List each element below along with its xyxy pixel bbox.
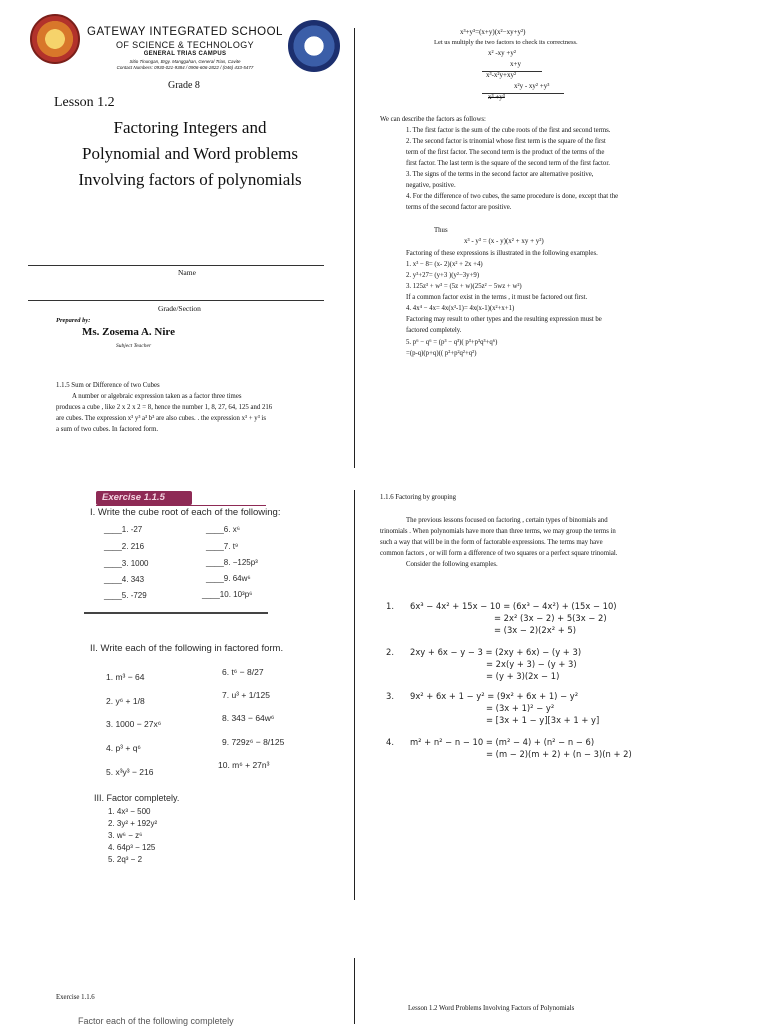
section-115-line-4: a sum of two cubes. In factored form. — [56, 426, 159, 433]
section-line — [28, 300, 324, 301]
grouping-example-2-number: 2. — [386, 647, 394, 657]
grouping-example-3-line-2: = (3x + 1)² − y² — [486, 703, 555, 713]
lesson-12-heading: Lesson 1.2 Word Problems Involving Factors of Polynomials — [408, 1005, 575, 1012]
section-116-line-5: Consider the following examples. — [406, 561, 498, 568]
describe-item-2: 2. The second factor is trinomial whose first term is the square of the first — [406, 138, 606, 145]
part3-item-3: 3. w⁶ − z⁶ — [108, 831, 143, 840]
part1-item-2: ____2. 216 — [104, 542, 145, 551]
exercise-116-label: Exercise 1.1.6 — [56, 994, 95, 1001]
grouping-example-2-line-2: = 2x(y + 3) − (y + 3) — [486, 659, 577, 669]
grouping-example-1-line-1: 6x³ − 4x² + 15x − 10 = (6x³ − 4x²) + (15x − 10) — [410, 601, 617, 611]
example-3-note: If a common factor exist in the terms , it must be factored out first. — [406, 294, 588, 301]
part1-item-8: ____8. −125p³ — [206, 558, 258, 567]
section-116-line-2: trinomials . When polynomials have more than three terms, we may group the terms in — [380, 528, 616, 535]
thus-label: Thus — [434, 227, 448, 234]
example-2: 2. y³+27= (y+3 )(y²−3y+9) — [406, 272, 480, 279]
describe-item-3: 3. The signs of the terms in the second factor are alternative positive, — [406, 171, 594, 178]
part1-item-5: ____5. -729 — [104, 591, 147, 600]
part1-item-1: ____1. -27 — [104, 525, 143, 534]
part1-item-4: ____4. 343 — [104, 575, 145, 584]
grouping-example-3-number: 3. — [386, 691, 394, 701]
example-4-note: Factoring may result to other types and the resulting expression must be — [406, 316, 602, 323]
column-divider-top — [354, 28, 355, 468]
part3-item-5: 5. 2q³ − 2 — [108, 855, 143, 864]
school-logo — [30, 14, 80, 64]
example-5-b: =(p-q)(p+q)(( p²+p²q²+q²) — [406, 350, 477, 357]
part2-item-1: 1. m³ − 64 — [106, 672, 145, 682]
school-campus: GENERAL TRIAS CAMPUS — [143, 51, 227, 57]
grouping-example-4-line-2: = (m − 2)(m + 2) + (n − 3)(n + 2) — [486, 749, 632, 759]
multiplication-row-2: x+y — [510, 60, 521, 68]
school-contacts: Contact Numbers: 0930-021-9384 / 0906-606-2822 / (046) 433-5477 — [116, 65, 254, 70]
example-5: 5. p⁶ − q⁶ = (p³ − q³)( p³+p³q³+q⁶) — [406, 339, 498, 346]
describe-item-4: 4. For the difference of two cubes, the same procedure is done, except that the — [406, 193, 619, 200]
grouping-example-1-line-2: = 2x² (3x − 2) + 5(3x − 2) — [494, 613, 607, 623]
grouping-example-1-line-3: = (3x − 2)(2x² + 5) — [494, 625, 577, 635]
part1-item-10: ____10. 10³p⁶ — [202, 590, 253, 599]
section-115-line-3: are cubes. The expression x³ y³ a³ b³ are also cubes. . the expression x³ + y³ is — [56, 415, 266, 422]
part2-title: II. Write each of the following in factored form. — [90, 643, 284, 654]
part3-title: III. Factor completely. — [94, 793, 180, 803]
part2-item-6: 6. t⁶ − 8/27 — [222, 667, 264, 677]
multiplication-row-1: x² -xy +y² — [488, 49, 516, 57]
part2-item-8: 8. 343 − 64w⁶ — [222, 713, 275, 723]
lesson-title-line-3: Involving factors of polynomials — [78, 170, 302, 189]
school-name: GATEWAY INTEGRATED SCHOOL — [87, 26, 283, 38]
section-115-line-2: produces a cube , like 2 x 2 x 2 = 8, hence the number 1, 8, 27, 64, 125 and 216 — [56, 404, 273, 411]
example-1: 1. x³ − 8= (x- 2)(x² + 2x +4) — [406, 261, 483, 268]
part3-item-1: 1. 4x³ − 500 — [108, 807, 151, 816]
column-divider-middle — [354, 490, 355, 900]
grouping-example-4-number: 4. — [386, 737, 394, 747]
section-115-heading: 1.1.5 Sum or Difference of two Cubes — [56, 382, 160, 389]
section-115-line-1: A number or algebraic expression taken as a factor three times — [72, 393, 242, 400]
part1-item-9: ____9. 64w⁶ — [206, 574, 251, 583]
school-subtitle: OF SCIENCE & TECHNOLOGY — [115, 40, 255, 50]
grouping-example-3-line-1: 9x² + 6x + 1 − y² = (9x² + 6x + 1) − y² — [410, 691, 579, 701]
exercise-116-instructions: Factor each of the following completely — [78, 1016, 234, 1026]
examples-intro: Factoring of these expressions is illustrated in the following examples. — [406, 250, 598, 257]
part3-item-2: 2. 3y² + 192y² — [108, 819, 158, 828]
multiplication-row-3: x³-x²y+xy² — [486, 71, 517, 79]
describe-intro: We can describe the factors as follows: — [380, 116, 486, 123]
column-divider-bottom — [354, 958, 355, 1024]
grouping-example-1-number: 1. — [386, 601, 394, 611]
part1-item-6: ____6. x⁶ — [206, 525, 240, 534]
part2-item-4: 4. p³ + q⁶ — [106, 743, 141, 753]
exercise-divider — [84, 612, 268, 614]
section-116-line-4: common factors , or will form a difference of two squares or a perfect square trinomial. — [380, 550, 618, 557]
describe-item-2c: first factor. The last term is the square of the second term of the first factor. — [406, 160, 610, 167]
name-label: Name — [178, 268, 196, 277]
section-label: Grade/Section — [158, 304, 201, 313]
prepared-by-label: Prepared by: — [56, 317, 91, 324]
section-116-line-3: such a way that will be in the form of factorable expressions. The terms may have — [380, 539, 603, 546]
part2-item-7: 7. u³ + 1/125 — [222, 690, 270, 700]
teacher-role: Subject Teacher — [116, 343, 152, 349]
part1-title: I. Write the cube root of each of the following: — [90, 507, 281, 518]
part2-item-10: 10. m⁶ + 27n³ — [218, 760, 270, 770]
section-116-heading: 1.1.6 Factoring by grouping — [380, 494, 457, 501]
part2-item-2: 2. y⁶ + 1/8 — [106, 696, 145, 706]
check-intro: Let us multiply the two factors to check its correctness. — [434, 39, 578, 46]
part2-item-9: 9. 729z⁶ − 8/125 — [222, 737, 285, 747]
part1-item-3: ____3. 1000 — [104, 559, 149, 568]
multiplication-row-4: x²y - xy² +y³ — [514, 82, 550, 90]
part3-item-4: 4. 64p³ − 125 — [108, 843, 156, 852]
describe-item-2b: term of the first factor. The second term is the product of the terms of the — [406, 149, 605, 156]
section-116-line-1: The previous lessons focused on factoring , certain types of binomials and — [406, 517, 608, 524]
exercise-banner-rule — [96, 505, 266, 506]
describe-item-1: 1. The first factor is the sum of the cube roots of the first and second terms. — [406, 127, 611, 134]
school-address: Sitio Tinungan, Brgy. Manggahan, General Trias, Cavite — [129, 59, 241, 64]
part2-item-3: 3. 1000 − 27x⁶ — [106, 719, 162, 729]
describe-item-3b: negative, positive. — [406, 182, 456, 189]
teacher-name: Ms. Zosema A. Nire — [82, 326, 175, 338]
describe-item-4b: terms of the second factor are positive. — [406, 204, 512, 211]
grade-level: Grade 8 — [168, 80, 200, 91]
example-4: 4. 4x⁴ − 4x= 4x(x³-1)= 4x(x-1)(x²+x+1) — [406, 305, 515, 312]
name-line — [28, 265, 324, 266]
grouping-example-4-line-1: m² + n² − n − 10 = (m² − 4) + (n² − n − 6) — [410, 737, 595, 747]
grouping-example-3-line-3: = [3x + 1 − y][3x + 1 + y] — [486, 715, 600, 725]
part2-item-5: 5. x³y³ − 216 — [106, 767, 154, 777]
lesson-number: Lesson 1.2 — [54, 95, 115, 110]
lesson-title-line-2: Polynomial and Word problems — [82, 144, 298, 163]
sum-of-cubes-formula: x³+y³=(x+y)(x²−xy+y²) — [460, 28, 526, 36]
grouping-example-2-line-3: = (y + 3)(2x − 1) — [486, 671, 560, 681]
lesson-title-line-1: Factoring Integers and — [113, 118, 267, 137]
part1-item-7: ____7. t⁹ — [206, 542, 239, 551]
exercise-banner: Exercise 1.1.5 — [96, 491, 192, 505]
multiplication-row-5: x³ +y³ — [488, 93, 505, 101]
grouping-example-2-line-1: 2xy + 6x − y − 3 = (2xy + 6x) − (y + 3) — [410, 647, 582, 657]
example-4-note-b: factored completely. — [406, 327, 462, 334]
example-3: 3. 125z³ + w³ = (5z + w)(25z² − 5wz + w²) — [406, 283, 522, 290]
difference-of-cubes-formula: x³ - y³ = (x - y)(x² + xy + y²) — [464, 237, 544, 245]
deped-seal — [288, 20, 340, 72]
